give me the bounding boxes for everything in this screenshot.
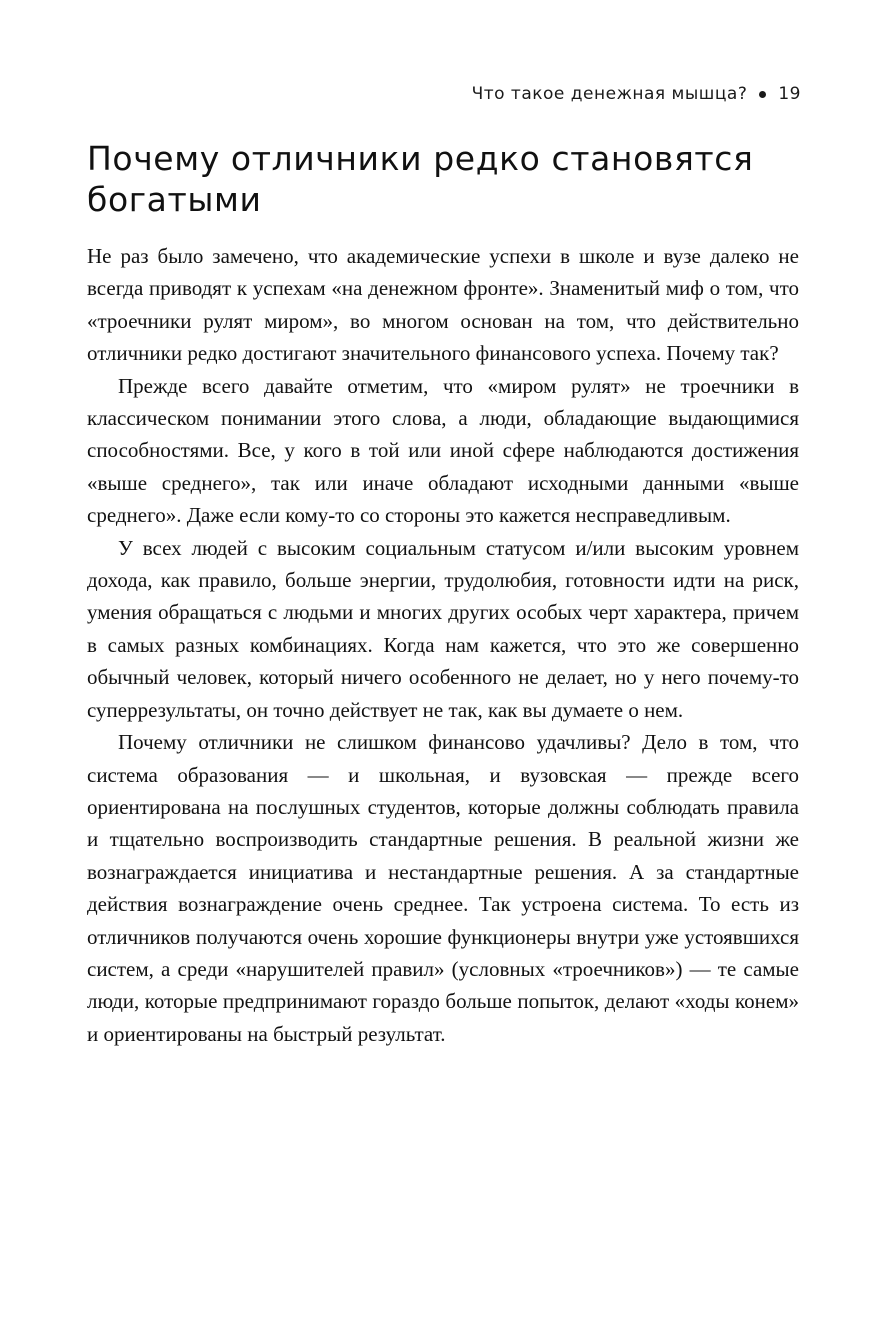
bullet-separator-icon <box>759 91 766 98</box>
paragraph-1: Не раз было замечено, что академические успехи в школе и вузе далеко не всегда приводят к успехам «на денежном фронте». Знаменитый миф о том, что «троечники рулят миром», во многом основан на том, что действительно отличники редко достигают значительного финансового успеха. Почему так? <box>87 244 799 366</box>
page-number: 19 <box>778 84 801 104</box>
chapter-title-running: Что такое денежная мышца? <box>471 84 748 104</box>
paragraph-4: Почему отличники не слишком финансово удачливы? Дело в том, что система образования — и школьная, и вузовская — прежде всего ориентирована на послушных студентов, которые должны соблюдать правила и тщательно воспроизводить стандартные решения. В реальной жизни же вознаграждается инициатива и нестандартные решения. А за стандартные действия вознаграждение очень среднее. Так устроена система. То есть из отличников получаются очень хорошие функционеры внутри уже устоявшихся систем, а среди «нарушителей правил» (условных «троечников») — те самые люди, которые предпринимают гораздо больше попыток, делают «ходы конем» и ориентированы на быстрый результат. <box>87 730 799 1046</box>
paragraph-3: У всех людей с высоким социальным статусом и/или высоким уровнем дохода, как правило, больше энергии, трудолюбия, готовности идти на риск, умения обращаться с людьми и многих других особых черт характера, причем в самых разных комбинациях. Когда нам кажется, что это же совершенно обычный человек, который ничего особенного не делает, но у него почему-то суперрезультаты, он точно действует не так, как вы думаете о нем. <box>87 535 799 722</box>
paragraph-2: Прежде всего давайте отметим, что «миром рулят» не троечники в классическом понимании этого слова, а люди, обладающие выдающимися способностями. Все, у кого в той или иной сфере наблюдаются достижения «выше среднего», так или иначе обладают исходными данными «выше среднего». Даже если кому-то со стороны это кажется несправедливым. <box>87 373 799 528</box>
section-title: Почему отличники редко становятся богатыми <box>87 139 754 219</box>
running-header <box>472 84 801 104</box>
body-text <box>87 240 799 1050</box>
